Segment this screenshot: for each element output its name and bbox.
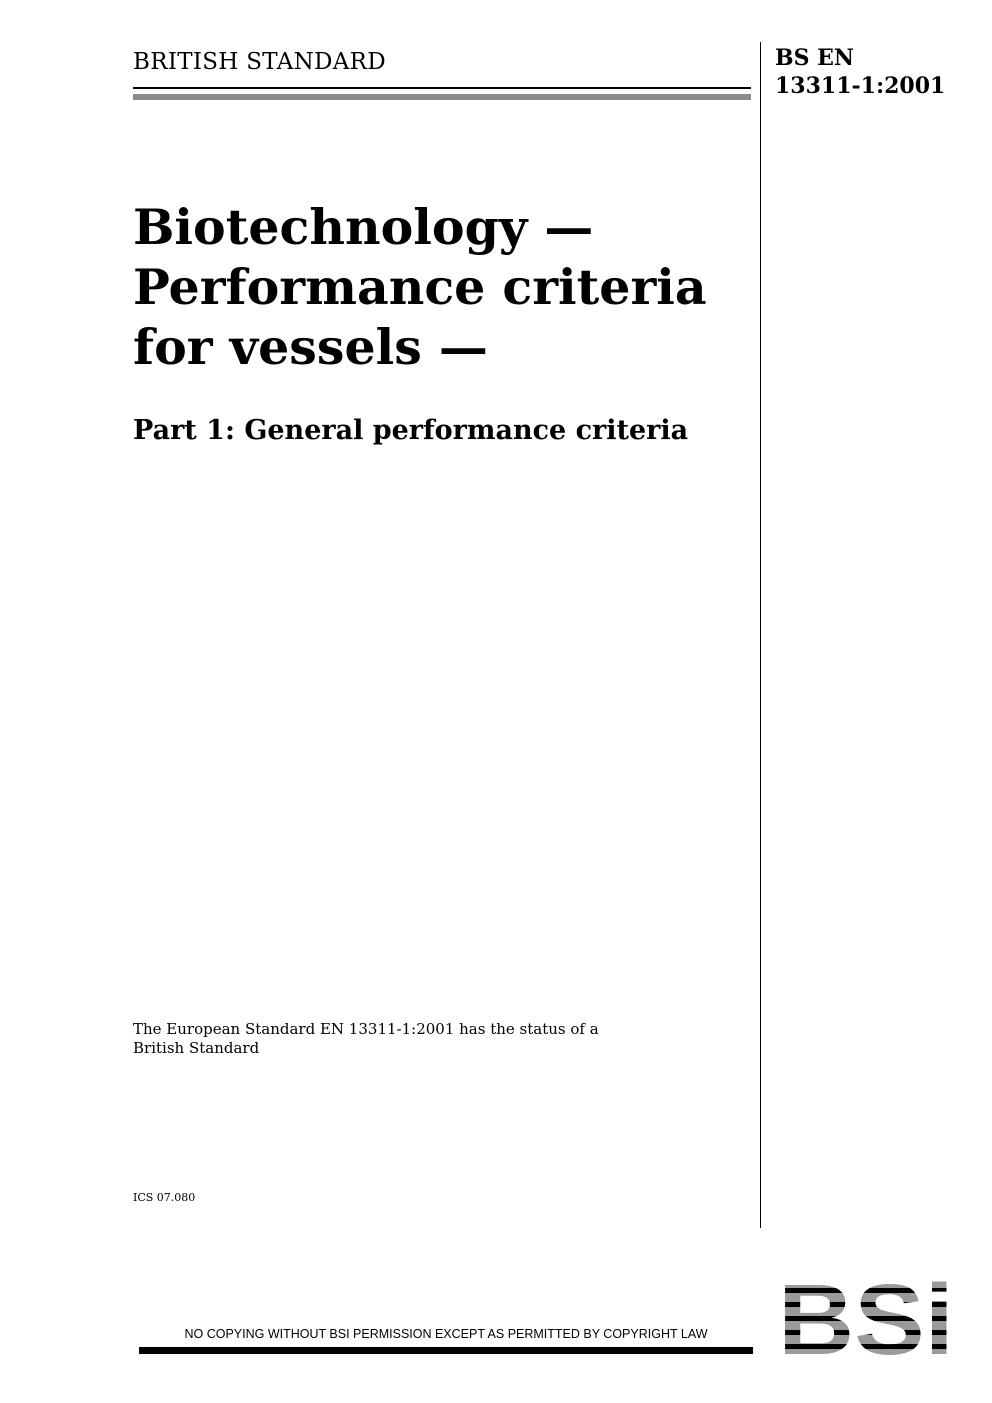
margin-divider [760,42,761,1228]
title-line-1: Biotechnology — [133,198,594,256]
document-number-prefix: BS EN [775,45,855,71]
ics-code: ICS 07.080 [133,1191,196,1204]
standard-type-label: BRITISH STANDARD [133,49,387,75]
header-rule-thick [133,94,751,100]
title-line-2: Performance criteria [133,258,707,316]
bsi-logo [778,1276,954,1358]
title-line-3: for vessels — [133,318,488,376]
copyright-notice: NO COPYING WITHOUT BSI PERMISSION EXCEPT AS PERMITTED BY COPYRIGHT LAW [184,1327,708,1341]
document-number-code: 13311-1:2001 [775,73,946,99]
document-number [775,44,945,100]
status-note: The European Standard EN 13311-1:2001 has the status of a British Standard [133,1020,599,1057]
footer-rule [139,1347,753,1354]
header-rule-thin [133,87,751,89]
document-subtitle: Part 1: General performance criteria [133,415,689,446]
document-title [133,197,743,377]
